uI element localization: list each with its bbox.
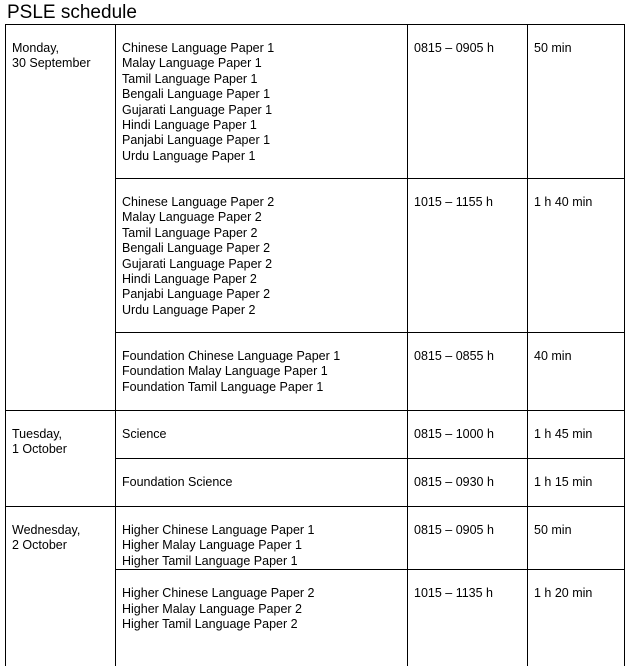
subject-label: Higher Malay Language Paper 2	[122, 602, 401, 617]
subject-label: Foundation Chinese Language Paper 1	[122, 349, 401, 364]
table-row	[6, 507, 625, 570]
subject-cell	[116, 179, 408, 333]
subject-label: Foundation Science	[122, 475, 401, 490]
duration-cell: 40 min	[528, 333, 625, 411]
time-cell: 0815 – 0905 h	[408, 507, 528, 570]
subject-label: Higher Chinese Language Paper 1	[122, 523, 401, 538]
subject-label: Panjabi Language Paper 1	[122, 133, 401, 148]
subject-label: Hindi Language Paper 1	[122, 118, 401, 133]
time-cell: 0815 – 1000 h	[408, 411, 528, 459]
subject-label: Hindi Language Paper 2	[122, 272, 401, 287]
table-row	[6, 411, 625, 459]
day-cell	[6, 411, 116, 507]
subject-label: Tamil Language Paper 2	[122, 226, 401, 241]
duration-cell: 50 min	[528, 25, 625, 179]
subject-label: Science	[122, 427, 401, 442]
subject-label: Higher Malay Language Paper 1	[122, 538, 401, 553]
subject-cell	[116, 25, 408, 179]
subject-cell	[116, 333, 408, 411]
subject-label: Malay Language Paper 1	[122, 56, 401, 71]
page-title: PSLE schedule	[7, 2, 137, 24]
subject-label: Malay Language Paper 2	[122, 210, 401, 225]
subject-cell	[116, 507, 408, 570]
date-label: 1 October	[12, 442, 109, 457]
schedule-table	[5, 24, 625, 666]
subject-label: Gujarati Language Paper 1	[122, 103, 401, 118]
subject-label: Panjabi Language Paper 2	[122, 287, 401, 302]
day-label: Tuesday,	[12, 427, 109, 442]
subject-label: Bengali Language Paper 1	[122, 87, 401, 102]
date-label: 2 October	[12, 538, 109, 553]
time-cell: 1015 – 1135 h	[408, 570, 528, 666]
day-cell	[6, 507, 116, 666]
subject-label: Urdu Language Paper 1	[122, 149, 401, 164]
subject-cell	[116, 570, 408, 666]
time-cell: 0815 – 0930 h	[408, 459, 528, 507]
subject-label: Higher Tamil Language Paper 2	[122, 617, 401, 632]
subject-label: Bengali Language Paper 2	[122, 241, 401, 256]
subject-label: Higher Tamil Language Paper 1	[122, 554, 401, 569]
day-label: Monday,	[12, 41, 109, 56]
date-label: 30 September	[12, 56, 109, 71]
duration-cell: 1 h 45 min	[528, 411, 625, 459]
subject-label: Higher Chinese Language Paper 2	[122, 586, 401, 601]
table-row	[6, 25, 625, 179]
subject-label: Foundation Tamil Language Paper 1	[122, 380, 401, 395]
subject-label: Foundation Malay Language Paper 1	[122, 364, 401, 379]
subject-label: Tamil Language Paper 1	[122, 72, 401, 87]
duration-cell: 50 min	[528, 507, 625, 570]
duration-cell: 1 h 20 min	[528, 570, 625, 666]
subject-label: Chinese Language Paper 1	[122, 41, 401, 56]
subject-label: Chinese Language Paper 2	[122, 195, 401, 210]
duration-cell: 1 h 15 min	[528, 459, 625, 507]
duration-cell: 1 h 40 min	[528, 179, 625, 333]
subject-label: Urdu Language Paper 2	[122, 303, 401, 318]
time-cell: 1015 – 1155 h	[408, 179, 528, 333]
subject-cell	[116, 459, 408, 507]
day-cell	[6, 25, 116, 411]
day-label: Wednesday,	[12, 523, 109, 538]
time-cell: 0815 – 0855 h	[408, 333, 528, 411]
time-cell: 0815 – 0905 h	[408, 25, 528, 179]
subject-label: Gujarati Language Paper 2	[122, 257, 401, 272]
subject-cell	[116, 411, 408, 459]
